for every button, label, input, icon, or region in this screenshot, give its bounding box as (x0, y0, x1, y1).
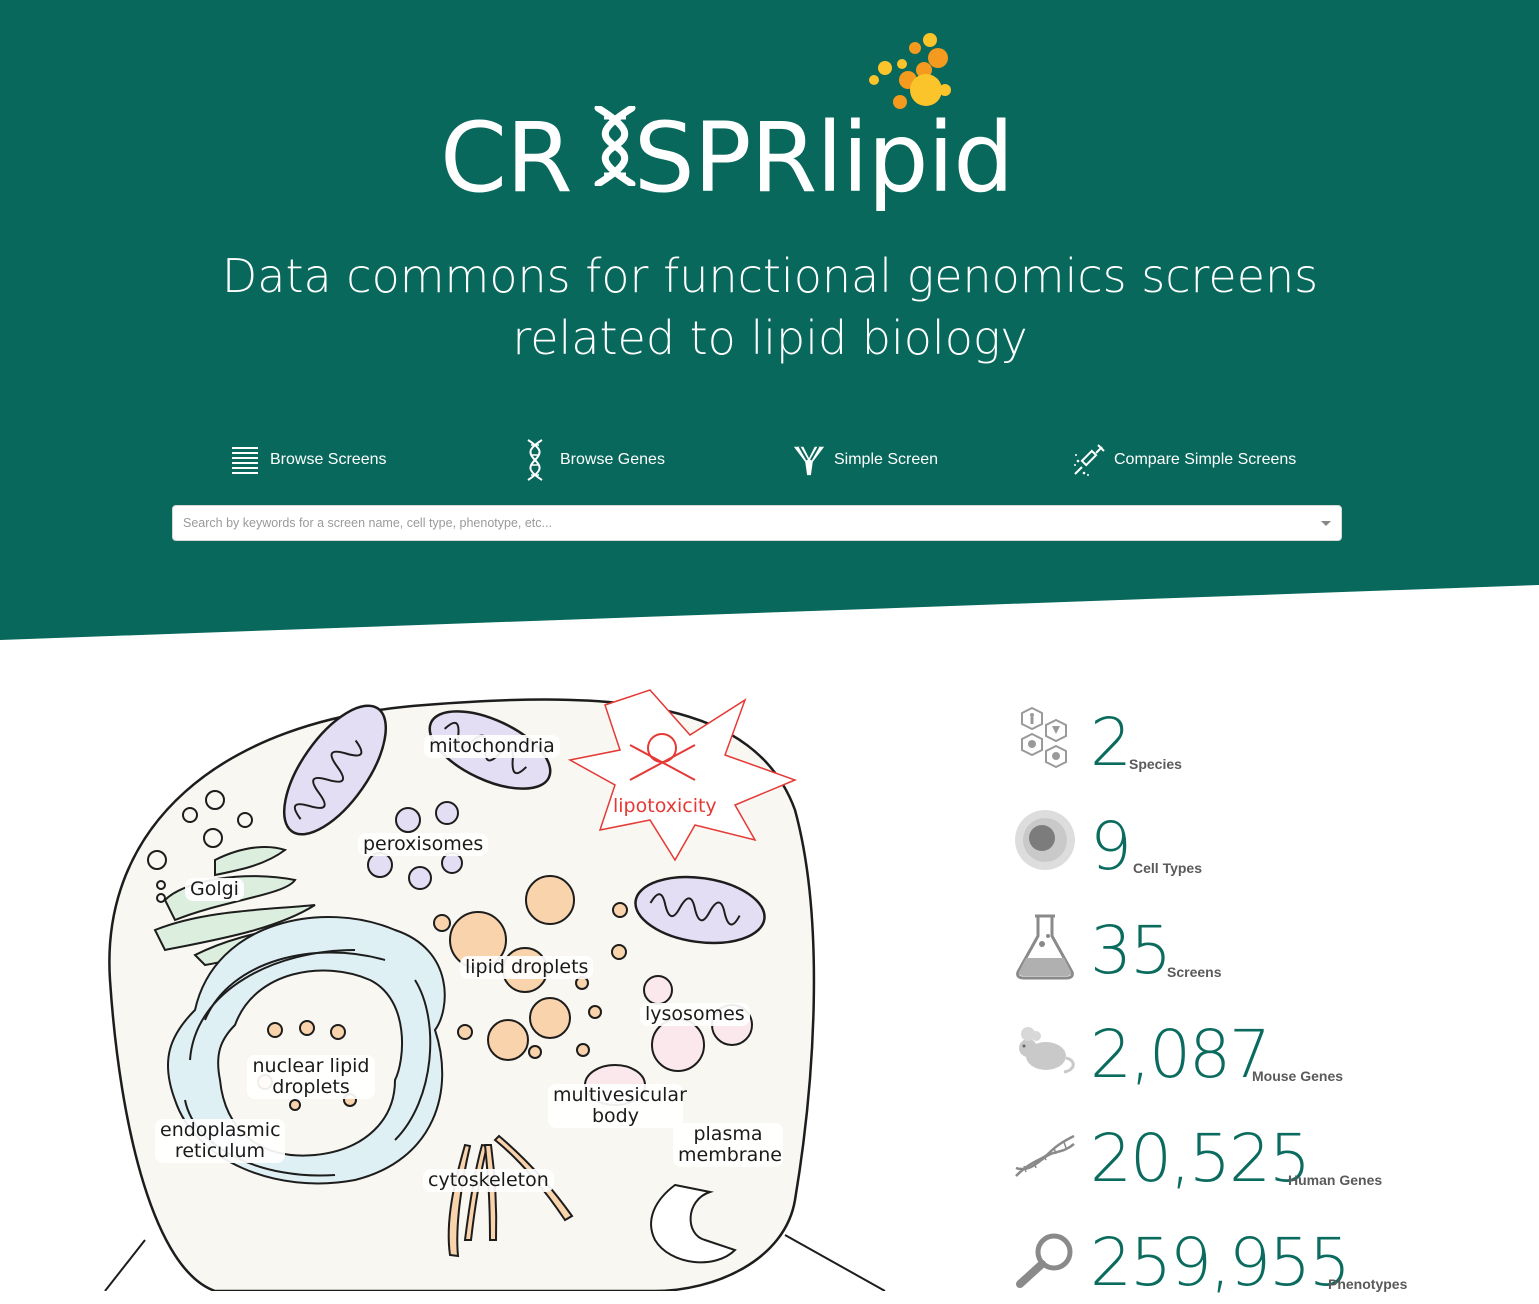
stat-human-genes[interactable] (1012, 1120, 1532, 1200)
flask-icon (1012, 912, 1078, 982)
cell-diagram (95, 680, 915, 1291)
stat-cell-types[interactable] (1012, 808, 1532, 888)
logo-text: CR SPRlipid (440, 102, 1014, 214)
stat-unit: Mouse Genes (1252, 1068, 1344, 1084)
nav-label: Browse Screens (270, 451, 387, 468)
magnifier-icon (1012, 1224, 1078, 1294)
stat-mouse-genes[interactable] (1012, 1016, 1532, 1096)
stat-species[interactable] (1012, 704, 1532, 784)
label-cytoskeleton[interactable]: cytoskeleton (423, 1169, 554, 1192)
logo-dna-icon (590, 106, 640, 186)
site-logo[interactable] (440, 30, 1080, 214)
label-lysosomes[interactable]: lysosomes (640, 1003, 750, 1026)
list-icon (228, 440, 262, 480)
stat-unit: Human Genes (1288, 1172, 1383, 1188)
stat-value: 9 (1090, 808, 1130, 885)
nav-browse-screens[interactable] (228, 440, 387, 480)
nav-compare-simple-screens[interactable] (1072, 440, 1296, 480)
label-multivesicular-body[interactable]: multivesicular body (548, 1084, 683, 1128)
tagline-line-1: Data commons for functional genomics screens (221, 249, 1319, 303)
nav-browse-genes[interactable] (518, 440, 665, 480)
nav-label: Simple Screen (834, 451, 939, 468)
stat-unit: Cell Types (1133, 860, 1202, 876)
stat-unit: Species (1129, 756, 1182, 772)
search-input[interactable] (173, 506, 1303, 540)
nav-label: Browse Genes (560, 451, 665, 468)
label-lipid-droplets[interactable]: lipid droplets (460, 956, 593, 979)
stat-unit: Screens (1167, 964, 1222, 980)
stat-unit: Phenotypes (1328, 1276, 1408, 1292)
search-box[interactable] (172, 505, 1342, 541)
hero-banner (0, 0, 1539, 640)
nav-label: Compare Simple Screens (1114, 451, 1297, 468)
syringe-icon (1072, 440, 1106, 480)
nav-simple-screen[interactable] (792, 440, 938, 480)
label-lipotoxicity[interactable]: lipotoxicity (613, 795, 717, 817)
antibody-icon (792, 440, 826, 480)
chevron-down-icon[interactable] (1321, 521, 1331, 526)
cell-icon (1012, 808, 1078, 878)
stat-value: 2 (1090, 704, 1130, 781)
dna-icon (518, 440, 552, 480)
species-icon (1012, 704, 1078, 774)
label-golgi[interactable]: Golgi (185, 878, 244, 901)
stat-value: 2,087 (1090, 1016, 1269, 1093)
stat-value: 259,955 (1090, 1224, 1349, 1301)
helix-icon (1012, 1120, 1078, 1190)
stat-value: 20,525 (1090, 1120, 1309, 1197)
tagline-line-2: related to lipid biology (512, 311, 1028, 365)
stat-screens[interactable] (1012, 912, 1532, 992)
tagline (170, 245, 1370, 369)
cell-illustration (95, 680, 915, 1291)
label-plasma-membrane[interactable]: plasma membrane (673, 1123, 783, 1167)
mouse-icon (1012, 1016, 1078, 1086)
stat-value: 35 (1090, 912, 1170, 989)
label-nuclear-lipid-droplets[interactable]: nuclear lipid droplets (247, 1055, 375, 1099)
label-peroxisomes[interactable]: peroxisomes (358, 833, 488, 856)
stat-phenotypes[interactable] (1012, 1224, 1532, 1304)
label-endoplasmic-reticulum[interactable]: endoplasmic reticulum (155, 1119, 285, 1163)
label-mitochondria[interactable]: mitochondria (424, 735, 560, 758)
